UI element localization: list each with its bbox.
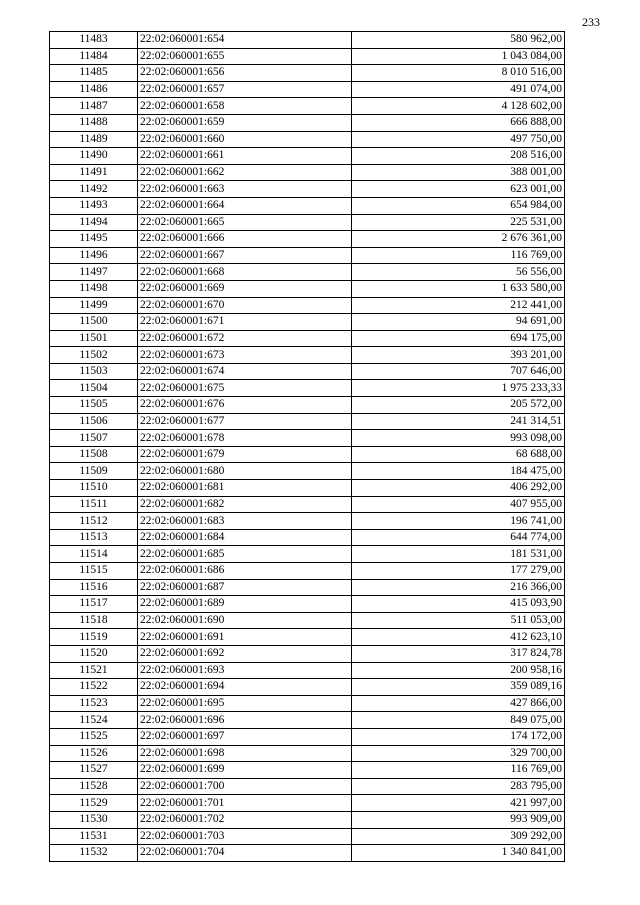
cadastral-number-cell: 22:02:060001:662 (138, 164, 352, 181)
table-row (50, 712, 565, 729)
table-row (50, 264, 565, 281)
cadastral-value-cell: 993 098,00 (352, 430, 565, 447)
row-number-cell: 11494 (50, 214, 138, 231)
row-number-cell: 11496 (50, 247, 138, 264)
cadastral-number-cell: 22:02:060001:660 (138, 131, 352, 148)
row-number-cell: 11483 (50, 32, 138, 49)
row-number-cell: 11514 (50, 546, 138, 563)
cadastral-value-cell: 421 997,00 (352, 795, 565, 812)
table-row (50, 811, 565, 828)
cadastral-value-cell: 196 741,00 (352, 513, 565, 530)
table-row (50, 247, 565, 264)
cadastral-number-cell: 22:02:060001:704 (138, 845, 352, 862)
cadastral-number-cell: 22:02:060001:661 (138, 148, 352, 165)
cadastral-number-cell: 22:02:060001:676 (138, 397, 352, 414)
cadastral-number-cell: 22:02:060001:674 (138, 363, 352, 380)
cadastral-value-cell: 116 769,00 (352, 247, 565, 264)
table-row (50, 148, 565, 165)
cadastral-value-cell: 623 001,00 (352, 181, 565, 198)
row-number-cell: 11506 (50, 413, 138, 430)
table-row (50, 164, 565, 181)
row-number-cell: 11530 (50, 811, 138, 828)
row-number-cell: 11491 (50, 164, 138, 181)
table-row (50, 214, 565, 231)
cadastral-number-cell: 22:02:060001:663 (138, 181, 352, 198)
cadastral-value-cell: 241 314,51 (352, 413, 565, 430)
cadastral-value-cell: 56 556,00 (352, 264, 565, 281)
cadastral-value-cell: 68 688,00 (352, 446, 565, 463)
row-number-cell: 11532 (50, 845, 138, 862)
row-number-cell: 11497 (50, 264, 138, 281)
cadastral-value-cell: 407 955,00 (352, 496, 565, 513)
table-row (50, 231, 565, 248)
row-number-cell: 11484 (50, 48, 138, 65)
row-number-cell: 11518 (50, 612, 138, 629)
cadastral-number-cell: 22:02:060001:700 (138, 778, 352, 795)
row-number-cell: 11510 (50, 480, 138, 497)
cadastral-number-cell: 22:02:060001:670 (138, 297, 352, 314)
cadastral-value-cell: 412 623,10 (352, 629, 565, 646)
row-number-cell: 11526 (50, 745, 138, 762)
cadastral-number-cell: 22:02:060001:685 (138, 546, 352, 563)
cadastral-number-cell: 22:02:060001:686 (138, 563, 352, 580)
cadastral-value-cell: 427 866,00 (352, 695, 565, 712)
cadastral-value-cell: 415 093,90 (352, 596, 565, 613)
cadastral-number-cell: 22:02:060001:687 (138, 579, 352, 596)
cadastral-number-cell: 22:02:060001:692 (138, 645, 352, 662)
row-number-cell: 11529 (50, 795, 138, 812)
cadastral-number-cell: 22:02:060001:698 (138, 745, 352, 762)
row-number-cell: 11520 (50, 645, 138, 662)
table-row (50, 131, 565, 148)
table-row (50, 81, 565, 98)
cadastral-number-cell: 22:02:060001:696 (138, 712, 352, 729)
table-row (50, 413, 565, 430)
row-number-cell: 11508 (50, 446, 138, 463)
cadastral-value-cell: 200 958,16 (352, 662, 565, 679)
cadastral-value-cell: 707 646,00 (352, 363, 565, 380)
cadastral-number-cell: 22:02:060001:699 (138, 762, 352, 779)
table-row (50, 430, 565, 447)
cadastral-number-cell: 22:02:060001:677 (138, 413, 352, 430)
cadastral-value-cell: 309 292,00 (352, 828, 565, 845)
table-row (50, 380, 565, 397)
cadastral-number-cell: 22:02:060001:694 (138, 679, 352, 696)
cadastral-number-cell: 22:02:060001:689 (138, 596, 352, 613)
table-row (50, 48, 565, 65)
table-row (50, 596, 565, 613)
cadastral-number-cell: 22:02:060001:693 (138, 662, 352, 679)
cadastral-number-cell: 22:02:060001:680 (138, 463, 352, 480)
cadastral-number-cell: 22:02:060001:702 (138, 811, 352, 828)
cadastral-value-cell: 1 633 580,00 (352, 280, 565, 297)
row-number-cell: 11493 (50, 197, 138, 214)
row-number-cell: 11528 (50, 778, 138, 795)
cadastral-value-cell: 406 292,00 (352, 480, 565, 497)
cadastral-value-cell: 283 795,00 (352, 778, 565, 795)
cadastral-value-cell: 94 691,00 (352, 314, 565, 331)
cadastral-value-cell: 388 001,00 (352, 164, 565, 181)
cadastral-value-cell: 329 700,00 (352, 745, 565, 762)
table-row (50, 347, 565, 364)
cadastral-number-cell: 22:02:060001:665 (138, 214, 352, 231)
row-number-cell: 11519 (50, 629, 138, 646)
table-row (50, 778, 565, 795)
row-number-cell: 11524 (50, 712, 138, 729)
table-row (50, 32, 565, 49)
table-body (50, 32, 565, 862)
row-number-cell: 11504 (50, 380, 138, 397)
table-row (50, 114, 565, 131)
cadastral-value-cell: 208 516,00 (352, 148, 565, 165)
cadastral-value-cell: 1 043 084,00 (352, 48, 565, 65)
table-row (50, 463, 565, 480)
cadastral-value-cell: 174 172,00 (352, 728, 565, 745)
cadastral-value-cell: 1 340 841,00 (352, 845, 565, 862)
cadastral-value-cell: 359 089,16 (352, 679, 565, 696)
cadastral-value-cell: 181 531,00 (352, 546, 565, 563)
row-number-cell: 11503 (50, 363, 138, 380)
cadastral-value-cell: 511 053,00 (352, 612, 565, 629)
row-number-cell: 11511 (50, 496, 138, 513)
row-number-cell: 11513 (50, 529, 138, 546)
table-row (50, 828, 565, 845)
row-number-cell: 11522 (50, 679, 138, 696)
cadastral-value-cell: 205 572,00 (352, 397, 565, 414)
cadastral-number-cell: 22:02:060001:668 (138, 264, 352, 281)
cadastral-value-cell: 993 909,00 (352, 811, 565, 828)
page-number: 233 (582, 15, 600, 29)
cadastral-number-cell: 22:02:060001:703 (138, 828, 352, 845)
cadastral-number-cell: 22:02:060001:657 (138, 81, 352, 98)
table-row (50, 629, 565, 646)
row-number-cell: 11517 (50, 596, 138, 613)
cadastral-value-cell: 8 010 516,00 (352, 65, 565, 82)
cadastral-value-table (49, 31, 565, 862)
cadastral-value-cell: 666 888,00 (352, 114, 565, 131)
row-number-cell: 11492 (50, 181, 138, 198)
cadastral-number-cell: 22:02:060001:701 (138, 795, 352, 812)
cadastral-value-cell: 216 366,00 (352, 579, 565, 596)
row-number-cell: 11527 (50, 762, 138, 779)
cadastral-value-cell: 4 128 602,00 (352, 98, 565, 115)
row-number-cell: 11500 (50, 314, 138, 331)
table-row (50, 529, 565, 546)
table-row (50, 662, 565, 679)
table-row (50, 745, 565, 762)
table-row (50, 363, 565, 380)
row-number-cell: 11509 (50, 463, 138, 480)
cadastral-value-cell: 644 774,00 (352, 529, 565, 546)
cadastral-number-cell: 22:02:060001:691 (138, 629, 352, 646)
cadastral-number-cell: 22:02:060001:681 (138, 480, 352, 497)
cadastral-number-cell: 22:02:060001:656 (138, 65, 352, 82)
cadastral-number-cell: 22:02:060001:684 (138, 529, 352, 546)
cadastral-number-cell: 22:02:060001:667 (138, 247, 352, 264)
cadastral-number-cell: 22:02:060001:669 (138, 280, 352, 297)
table-row (50, 330, 565, 347)
row-number-cell: 11525 (50, 728, 138, 745)
cadastral-value-cell: 1 975 233,33 (352, 380, 565, 397)
cadastral-value-cell: 849 075,00 (352, 712, 565, 729)
table-row (50, 728, 565, 745)
cadastral-number-cell: 22:02:060001:678 (138, 430, 352, 447)
row-number-cell: 11515 (50, 563, 138, 580)
cadastral-value-cell: 212 441,00 (352, 297, 565, 314)
row-number-cell: 11486 (50, 81, 138, 98)
cadastral-value-cell: 393 201,00 (352, 347, 565, 364)
table-row (50, 480, 565, 497)
cadastral-number-cell: 22:02:060001:690 (138, 612, 352, 629)
cadastral-value-cell: 2 676 361,00 (352, 231, 565, 248)
row-number-cell: 11501 (50, 330, 138, 347)
table-row (50, 612, 565, 629)
cadastral-value-cell: 177 279,00 (352, 563, 565, 580)
cadastral-number-cell: 22:02:060001:683 (138, 513, 352, 530)
table-row (50, 795, 565, 812)
row-number-cell: 11502 (50, 347, 138, 364)
cadastral-number-cell: 22:02:060001:654 (138, 32, 352, 49)
cadastral-value-cell: 491 074,00 (352, 81, 565, 98)
table-row (50, 496, 565, 513)
row-number-cell: 11521 (50, 662, 138, 679)
table-row (50, 513, 565, 530)
cadastral-value-cell: 580 962,00 (352, 32, 565, 49)
table-row (50, 695, 565, 712)
row-number-cell: 11485 (50, 65, 138, 82)
table-row (50, 446, 565, 463)
row-number-cell: 11523 (50, 695, 138, 712)
cadastral-value-cell: 497 750,00 (352, 131, 565, 148)
cadastral-number-cell: 22:02:060001:682 (138, 496, 352, 513)
cadastral-number-cell: 22:02:060001:671 (138, 314, 352, 331)
cadastral-value-cell: 654 984,00 (352, 197, 565, 214)
table-row (50, 197, 565, 214)
table-row (50, 546, 565, 563)
cadastral-number-cell: 22:02:060001:666 (138, 231, 352, 248)
cadastral-value-cell: 116 769,00 (352, 762, 565, 779)
cadastral-number-cell: 22:02:060001:679 (138, 446, 352, 463)
cadastral-value-cell: 225 531,00 (352, 214, 565, 231)
row-number-cell: 11505 (50, 397, 138, 414)
row-number-cell: 11512 (50, 513, 138, 530)
cadastral-number-cell: 22:02:060001:672 (138, 330, 352, 347)
row-number-cell: 11531 (50, 828, 138, 845)
cadastral-value-cell: 184 475,00 (352, 463, 565, 480)
row-number-cell: 11495 (50, 231, 138, 248)
row-number-cell: 11498 (50, 280, 138, 297)
table-row (50, 645, 565, 662)
table-row (50, 98, 565, 115)
table-row (50, 65, 565, 82)
table-row (50, 280, 565, 297)
row-number-cell: 11507 (50, 430, 138, 447)
table-row (50, 563, 565, 580)
cadastral-number-cell: 22:02:060001:697 (138, 728, 352, 745)
table-row (50, 314, 565, 331)
table-row (50, 297, 565, 314)
table-row (50, 679, 565, 696)
cadastral-value-cell: 694 175,00 (352, 330, 565, 347)
cadastral-number-cell: 22:02:060001:655 (138, 48, 352, 65)
table-row (50, 762, 565, 779)
row-number-cell: 11488 (50, 114, 138, 131)
table-row (50, 181, 565, 198)
cadastral-value-cell: 317 824,78 (352, 645, 565, 662)
row-number-cell: 11490 (50, 148, 138, 165)
cadastral-number-cell: 22:02:060001:673 (138, 347, 352, 364)
table-row (50, 397, 565, 414)
row-number-cell: 11487 (50, 98, 138, 115)
row-number-cell: 11516 (50, 579, 138, 596)
cadastral-number-cell: 22:02:060001:695 (138, 695, 352, 712)
table-row (50, 579, 565, 596)
cadastral-number-cell: 22:02:060001:664 (138, 197, 352, 214)
row-number-cell: 11499 (50, 297, 138, 314)
table-row (50, 845, 565, 862)
cadastral-number-cell: 22:02:060001:659 (138, 114, 352, 131)
cadastral-number-cell: 22:02:060001:675 (138, 380, 352, 397)
row-number-cell: 11489 (50, 131, 138, 148)
cadastral-number-cell: 22:02:060001:658 (138, 98, 352, 115)
